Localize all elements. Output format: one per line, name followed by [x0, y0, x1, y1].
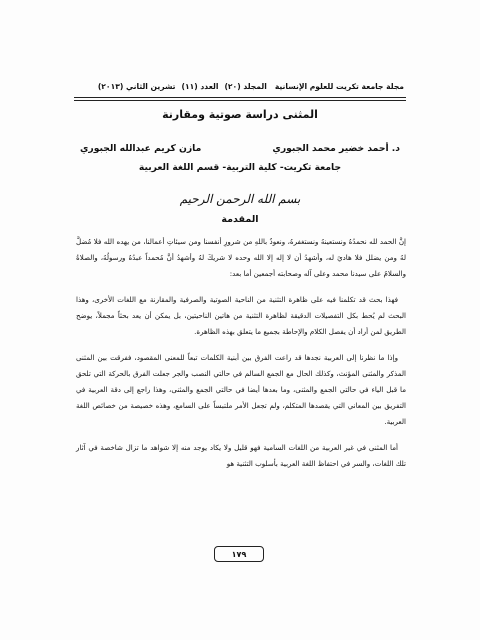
author-list — [80, 143, 400, 154]
header-divider — [74, 97, 406, 101]
body-paragraph: وإذا ما نظرنا إلى العربية نجدها قد راعت الفرق بين أبنية الكلمات تبعاً للمعنى المقصود، ففرقت بين المثنى المذكر والمثنى المؤنث، وكذلك الحال مع الجمع السالم في حالتي النصب والجر جعلت الفرق بالحركة التي تلحق ما قبل الياء في حالتي الجمع والمثنى، وما بعدها أيضا في حالتي الجمع والمثنى، وهذا راجع إلى دقة العربية في التفريق بين المعاني التي يقصدها المتكلم، ولم تجعل الأمر ملتبساً على السامع، وهذه خصيصة من خصائص اللغة العربية. — [76, 353, 406, 426]
author-primary: د. أحمد خضير محمد الجبوري — [272, 143, 400, 154]
author-affiliation: جامعة تكريت- كلية التربية- قسم اللغة العربية — [138, 162, 342, 173]
volume-label: المجلد (٢٠) — [224, 82, 267, 91]
section-heading: المقدمة — [221, 214, 259, 225]
basmala: بسم الله الرحمن الرحيم — [179, 192, 301, 206]
article-body — [76, 234, 406, 482]
page-number: ١٧٩ — [214, 546, 264, 562]
body-paragraph: إنَّ الحمد لله نحمدُهُ ونستعينهُ ونستغفرهُ، ونعوذُ باللهِ من شرورِ أنفسنا ومن سيئاتِ أعمالنا، من يهده الله فلا مُضلَّ لهُ ومن يضلل فلا هاديَ له، وأشهدُ أن لا إله إلا الله وحده لا شريكَ لهُ وأشهدُ أنَّ مُحمداً عبدُهُ ورسولُهُ، والصلاةُ والسلامُ على سيدنا محمد وعلى آله وصحابته أجمعين أما بعد: — [76, 237, 406, 278]
issue-date: تشرين الثاني (٢٠١٣) — [97, 82, 176, 91]
running-header — [78, 79, 404, 94]
body-paragraph: فهذا بحث قد تكلمنا فيه على ظاهرة التثنية من الناحية الصوتية والصرفية والمقارنة مع اللغات الأخرى، وهذا البحث لم يُحط بكل التفصيلات الدقيقة لظاهرة التثنية من هاتين الناحيتين، بل يمكن أن يعد بحثاً مجملاً، يوضح الطريق لمن أراد أن يفصل الكلام والإحاطة بجميع ما يتعلق بهذه الظاهرة. — [76, 295, 406, 336]
body-paragraph: أما المثنى في غير العربية من اللغات السامية فهو قليل ولا يكاد يوجد منه إلا شواهد ما تزال شاخصة في آثار تلك اللغات، والسر في احتفاظ اللغة العربية بأسلوب التثنية هو — [76, 443, 406, 468]
author-secondary: مازن كريم عبدالله الجبوري — [80, 143, 202, 154]
article-title: المثنى دراسة صوتية ومقارنة — [162, 108, 318, 121]
issue-label: العدد (١١) — [181, 82, 219, 91]
journal-name: مجلة جامعة تكريت للعلوم الإنسانية — [274, 82, 404, 91]
issue-info — [98, 82, 267, 91]
